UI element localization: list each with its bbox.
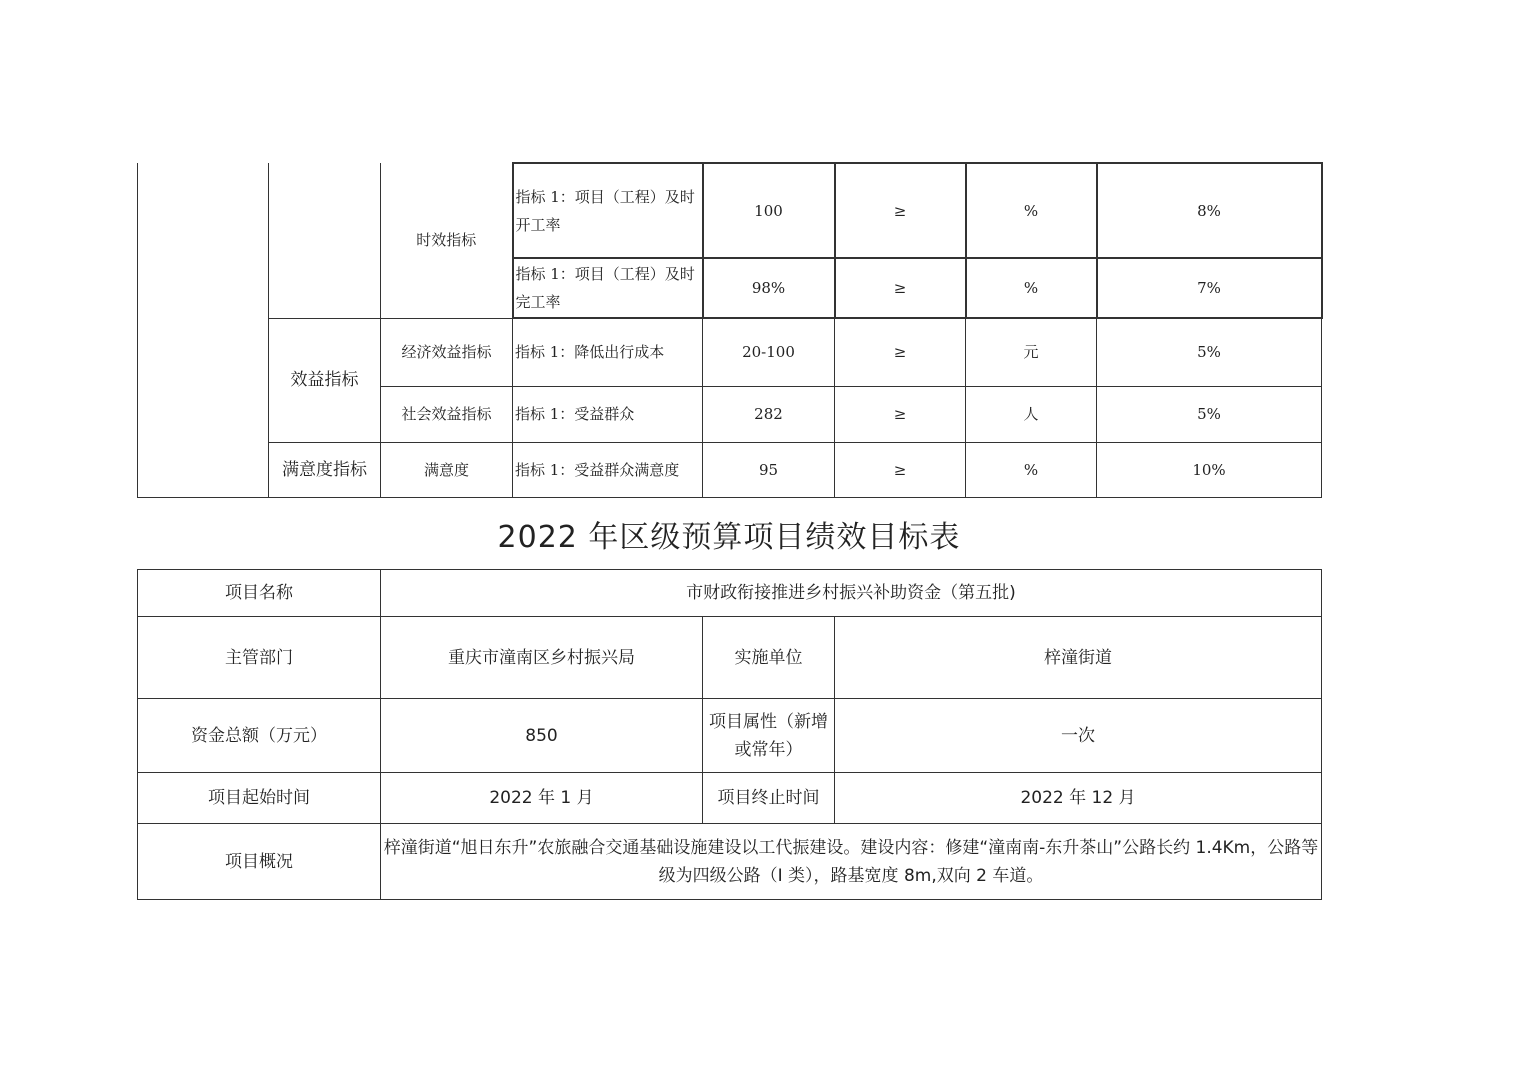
attr-label: 项目属性（新增或常年） xyxy=(703,699,835,773)
impl-label: 实施单位 xyxy=(703,617,835,699)
project-name-value: 市财政衔接推进乡村振兴补助资金（第五批) xyxy=(381,570,1322,617)
project-info-table xyxy=(137,569,1322,900)
unit-cell: % xyxy=(966,258,1097,318)
unit-cell: 元 xyxy=(966,318,1097,386)
fund-value: 850 xyxy=(381,699,703,773)
indicator-cell: 指标 1：项目（工程）及时完工率 xyxy=(513,258,703,318)
operator-cell: ≥ xyxy=(835,442,966,497)
indicator-cell: 指标 1：受益群众满意度 xyxy=(513,442,703,497)
unit-cell: % xyxy=(966,442,1097,497)
page-title: 2022 年区级预算项目绩效目标表 xyxy=(497,520,961,555)
timeliness-category: 时效指标 xyxy=(381,163,513,318)
value-cell: 98% xyxy=(703,258,835,318)
operator-cell: ≥ xyxy=(835,386,966,442)
indicator-cell: 指标 1：降低出行成本 xyxy=(513,318,703,386)
attr-value: 一次 xyxy=(835,699,1322,773)
weight-cell: 5% xyxy=(1097,318,1322,386)
end-value: 2022 年 12 月 xyxy=(835,773,1322,824)
value-cell: 95 xyxy=(703,442,835,497)
satisfaction-group: 满意度指标 xyxy=(269,442,381,497)
dept-label: 主管部门 xyxy=(138,617,381,699)
category-cell: 社会效益指标 xyxy=(381,386,513,442)
end-label: 项目终止时间 xyxy=(703,773,835,824)
value-cell: 100 xyxy=(703,163,835,258)
overview-value: 梓潼街道“旭日东升”农旅融合交通基础设施建设以工代振建设。建设内容：修建“潼南南-东升茶山”公路长约 1.4Km，公路等级为四级公路（I 类），路基宽度 8m,双向 2 车道。 xyxy=(381,824,1322,900)
category-cell: 经济效益指标 xyxy=(381,318,513,386)
fund-label: 资金总额（万元） xyxy=(138,699,381,773)
value-cell: 20-100 xyxy=(703,318,835,386)
benefit-group: 效益指标 xyxy=(269,318,381,442)
overview-label: 项目概况 xyxy=(138,824,381,900)
dept-value: 重庆市潼南区乡村振兴局 xyxy=(381,617,703,699)
indicator-table-continued xyxy=(137,162,1323,498)
operator-cell: ≥ xyxy=(835,258,966,318)
level1-cell xyxy=(138,163,269,497)
impl-value: 梓潼街道 xyxy=(835,617,1322,699)
unit-cell: 人 xyxy=(966,386,1097,442)
indicator-cell: 指标 1：项目（工程）及时开工率 xyxy=(513,163,703,258)
weight-cell: 10% xyxy=(1097,442,1322,497)
weight-cell: 7% xyxy=(1097,258,1322,318)
weight-cell: 8% xyxy=(1097,163,1322,258)
start-label: 项目起始时间 xyxy=(138,773,381,824)
indicator-cell: 指标 1：受益群众 xyxy=(513,386,703,442)
value-cell: 282 xyxy=(703,386,835,442)
level2-cell-output xyxy=(269,163,381,318)
unit-cell: % xyxy=(966,163,1097,258)
weight-cell: 5% xyxy=(1097,386,1322,442)
category-cell: 满意度 xyxy=(381,442,513,497)
start-value: 2022 年 1 月 xyxy=(381,773,703,824)
operator-cell: ≥ xyxy=(835,163,966,258)
operator-cell: ≥ xyxy=(835,318,966,386)
project-name-label: 项目名称 xyxy=(138,570,381,617)
